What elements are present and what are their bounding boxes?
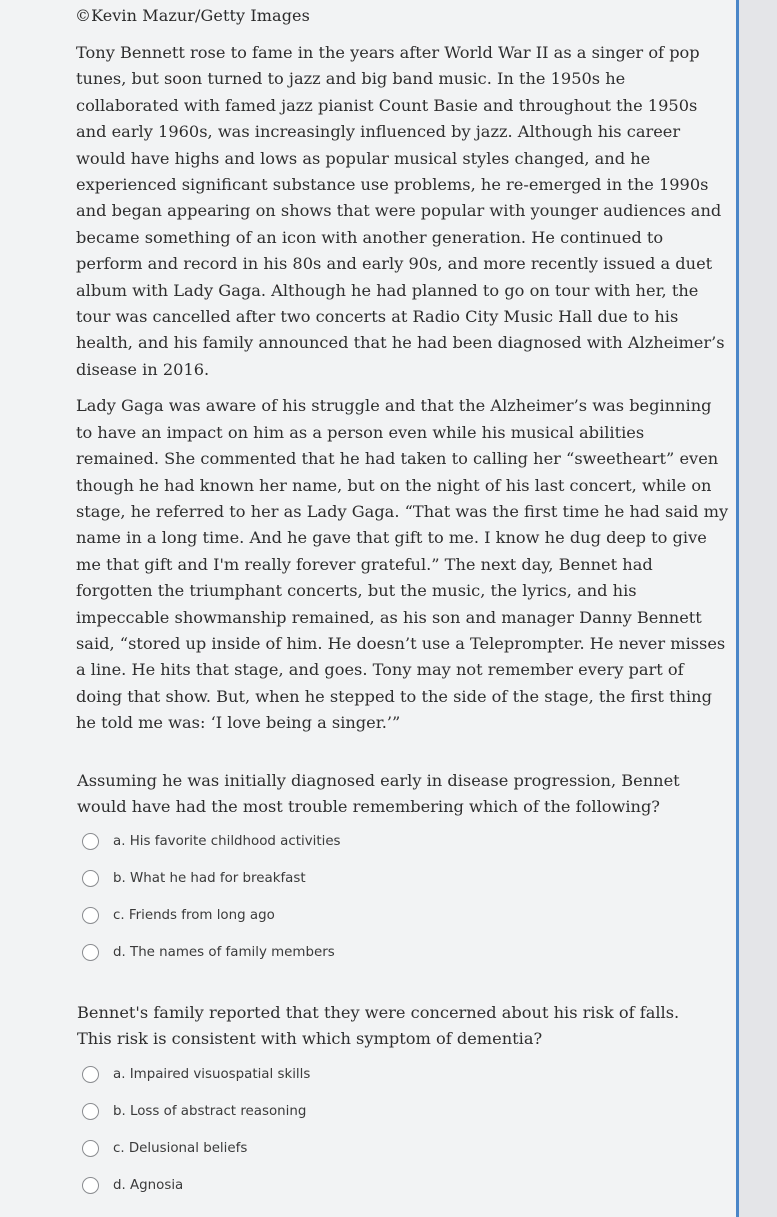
radio-button[interactable] — [82, 907, 99, 924]
q2-option-b[interactable] — [77, 1093, 717, 1130]
question-1-options — [77, 823, 717, 971]
q1-option-b[interactable] — [77, 860, 717, 897]
radio-button[interactable] — [82, 1177, 99, 1194]
option-label: a. His favorite childhood activities — [113, 834, 341, 849]
option-label: c. Friends from long ago — [113, 908, 275, 923]
q2-option-a[interactable] — [77, 1056, 717, 1093]
radio-button[interactable] — [82, 1103, 99, 1120]
option-label: a. Impaired visuospatial skills — [113, 1067, 311, 1082]
scrollbar-thumb[interactable] — [736, 0, 739, 1217]
article-body — [76, 40, 732, 747]
question-1 — [77, 768, 717, 971]
radio-button[interactable] — [82, 870, 99, 887]
radio-button[interactable] — [82, 944, 99, 961]
radio-button[interactable] — [82, 1140, 99, 1157]
article-paragraph-1: Tony Bennett rose to fame in the years after World War II as a singer of pop tunes, but soon turned to jazz and big band music. In the 1950s he collaborated with famed jazz pianist Count Basie and throughout the 1950s and early 1960s, was increasingly influenced by jazz. Although his career would have highs and lows as popular musical styles changed, and he experienced significant substance use problems, he re-emerged in the 1990s and began appearing on shows that were popular with younger audiences and became something of an icon with another generation. He continued to perform and record in his 80s and early 90s, and more recently issued a duet album with Lady Gaga. Although he had planned to go on tour with her, the tour was cancelled after two concerts at Radio City Music Hall due to his health, and his family announced that he had been diagnosed with Alzheimer’s disease in 2016. — [76, 43, 725, 379]
article-paragraph-2: Lady Gaga was aware of his struggle and that the Alzheimer’s was beginning to have an impact on him as a person even while his musical abilities remained. She commented that he had taken to calling her “sweetheart” even though he had known her name, but on the night of his last concert, while on stage, he referred to her as Lady Gaga. “That was the first time he had said my name in a long time. And he gave that gift to me. I know he dug deep to give me that gift and I'm really forever grateful.” The next day, Bennet had forgotten the triumphant concerts, but the music, the lyrics, and his impeccable showmanship remained, as his son and manager Danny Bennett said, “stored up inside of him. He doesn’t use a Teleprompter. He never misses a line. He hits that stage, and goes. Tony may not remember every part of doing that show. But, when he stepped to the side of the stage, the first thing he told me was: ‘I love being a singer.’” — [76, 396, 729, 733]
q2-option-d[interactable] — [77, 1167, 717, 1204]
radio-button[interactable] — [82, 833, 99, 850]
photo-credit: ©Kevin Mazur/Getty Images — [75, 6, 310, 25]
option-label: d. The names of family members — [113, 945, 335, 960]
question-2 — [77, 1000, 717, 1204]
option-label: d. Agnosia — [113, 1178, 184, 1193]
scrollbar[interactable] — [736, 0, 777, 1217]
question-1-text: Assuming he was initially diagnosed early in disease progression, Bennet would have had the most trouble remembering which of the following? — [77, 771, 680, 816]
q1-option-d[interactable] — [77, 934, 717, 971]
option-label: b. Loss of abstract reasoning — [113, 1104, 307, 1119]
option-label: c. Delusional beliefs — [113, 1141, 248, 1156]
q1-option-a[interactable] — [77, 823, 717, 860]
q1-option-c[interactable] — [77, 897, 717, 934]
question-2-text: Bennet's family reported that they were concerned about his risk of falls. This risk is consistent with which symptom of dementia? — [77, 1003, 680, 1048]
radio-button[interactable] — [82, 1066, 99, 1083]
option-label: b. What he had for breakfast — [113, 871, 306, 886]
q2-option-c[interactable] — [77, 1130, 717, 1167]
question-2-options — [77, 1056, 717, 1204]
